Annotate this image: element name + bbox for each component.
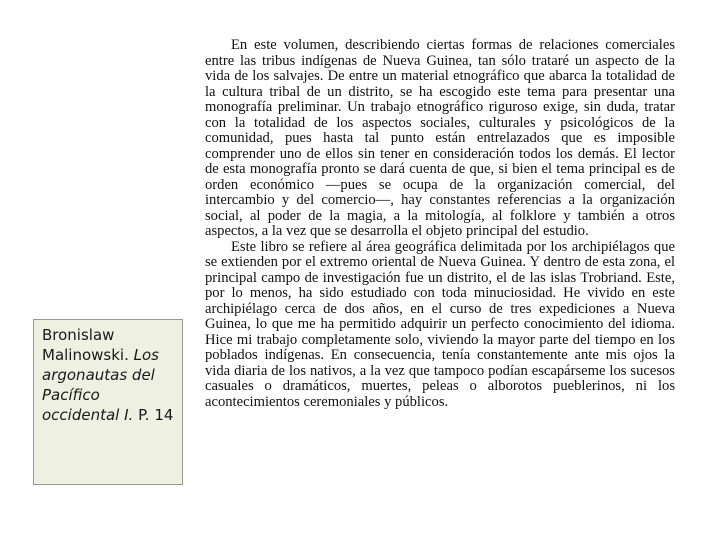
citation-caption: [33, 319, 183, 485]
paragraph-2: Este libro se refiere al área geográfica delimitada por los archipiélagos que se extienden por el extremo oriental de Nueva Guinea. Y dentro de esta zona, el principal campo de investigación fue un distrito, el de las islas Trobriand. Este, por lo menos, ha sido estudiado con toda minuciosidad. He vivido en este archipiélago cerca de dos años, en el curso de tres expediciones a Nueva Guinea, lo que me ha permitido adquirir un perfecto conocimiento del idioma. Hice mi trabajo completamente solo, viviendo la mayor parte del tiempo en los poblados indígenas. En consecuencia, tenía constantemente ante mis ojos la vida diaria de los nativos, a la vez que tampoco podían escapárseme los sucesos casuales o dramáticos, muertes, peleas o alborotos pueblerinos, ni los acontecimientos ceremoniales y públicos.: [205, 238, 675, 410]
book-page-scan: [205, 38, 675, 500]
caption-page: P. 14: [138, 406, 174, 424]
caption-author: Bronislaw Malinowski.: [42, 326, 129, 364]
caption-book-title: Los argonautas del Pacífico occidental I.: [42, 346, 159, 424]
paragraph-1: En este volumen, describiendo ciertas formas de relaciones comerciales entre las tribus indígenas de Nueva Guinea, tan sólo trataré un aspecto de la vida de los salvajes. De entre un material etnográfico que abarca la totalidad de la cultura tribal de un distrito, se ha escogido este tema para presentar una monografía preliminar. Un trabajo etnográfico riguroso exige, sin duda, tratar con la totalidad de los aspectos sociales, culturales y psicológicos de la comunidad, pues hasta tal punto están entrelazados que es imposible comprender uno de ellos sin tener en consideración todos los demás. El lector de esta monografía pronto se dará cuenta de que, si bien el tema principal es de orden económico —pues se ocupa de la organización comercial, del intercambio y del comercio—, hay constantes referencias a la organización social, al poder de la magia, a la mitología, al folklore y también a otros aspectos, a la vez que se desarrolla el objeto principal del estudio.: [205, 38, 675, 239]
